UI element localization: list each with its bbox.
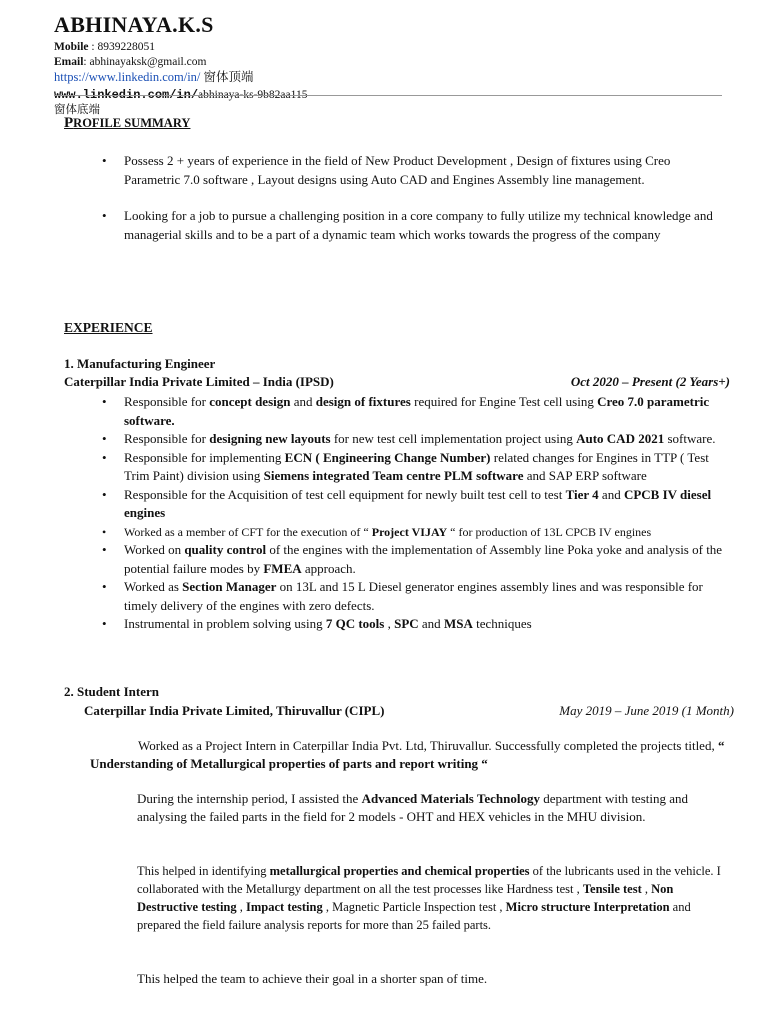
job2-company: Caterpillar India Private Limited, Thiruvallur (CIPL) bbox=[84, 703, 385, 718]
bullet-icon: • bbox=[102, 524, 107, 539]
bullet-icon: • bbox=[102, 542, 107, 557]
internship-paragraph: This helped the team to achieve their goal in a shorter span of time. bbox=[137, 971, 488, 986]
linkedin-line bbox=[54, 70, 254, 84]
internship-paragraph: During the internship period, I assisted the Advanced Materials Technology department with testing and analysing the failed parts in the field for 2 models - OHT and HEX vehicles in the MHU division. bbox=[137, 791, 689, 824]
list-item: • Worked as Section Manager on 13L and 15 L Diesel generator engines assembly lines and was responsible for timely delivery of the engines with zero defects. bbox=[102, 579, 703, 613]
mobile-value: : 8939228051 bbox=[88, 41, 155, 53]
list-item: • Looking for a job to pursue a challenging position in a core company to fully utilize my technical knowledge and managerial skills and to be a part of a dynamic team which works towards the progress of the company bbox=[102, 208, 713, 242]
bullet-icon: • bbox=[102, 153, 107, 168]
email-line bbox=[54, 55, 206, 69]
experience-heading: EXPERIENCE bbox=[64, 320, 153, 335]
bullet-icon: • bbox=[102, 394, 107, 409]
linkedin-url-link[interactable]: https://www.linkedin.com/in/ bbox=[54, 70, 201, 84]
profile-summary-heading bbox=[64, 115, 190, 132]
email-label: Email bbox=[54, 56, 84, 68]
list-item: • Responsible for designing new layouts for new test cell implementation project using Auto CAD 2021 software. bbox=[124, 430, 734, 449]
bullet-icon: • bbox=[102, 616, 107, 631]
mobile-line bbox=[54, 40, 155, 54]
bullet-icon: • bbox=[102, 208, 107, 223]
profile-heading-initial: P bbox=[64, 115, 74, 131]
email-value: : abhinayaksk@gmail.com bbox=[83, 56, 207, 68]
job1-title: 1. Manufacturing Engineer bbox=[64, 356, 216, 371]
candidate-name: ABHINAYA.K.S bbox=[54, 12, 214, 37]
list-item: • Instrumental in problem solving using 7 QC tools , SPC and MSA techniques bbox=[124, 615, 734, 634]
job1-company: Caterpillar India Private Limited – India (IPSD) bbox=[64, 374, 334, 389]
profile-heading-rest: ROFILE SUMMARY bbox=[73, 116, 191, 130]
mobile-label: Mobile bbox=[54, 41, 89, 53]
list-item: • Responsible for concept design and design of fixtures required for Engine Test cell using Creo 7.0 parametric software. bbox=[102, 394, 710, 428]
bullet-icon: • bbox=[102, 486, 107, 502]
internship-paragraph: This helped in identifying metallurgical properties and chemical properties of the lubricants used in the vehicle. I collaborated with the Metallurgy department on all the test processes like Hardness test , Tensile test , Non Destructive testing , Impact testing , Magnetic Particle Inspection test , Micro structure Interpretation and prepared the field failure analysis reports for more than 25 failed parts. bbox=[137, 864, 721, 932]
internship-paragraph: Worked as a Project Intern in Caterpillar India Pvt. Ltd, Thiruvallur. Successfully completed the projects titled, “ Understanding of Metallurgical properties of parts and report writing “ bbox=[90, 738, 725, 771]
job2-dates: May 2019 – June 2019 (1 Month) bbox=[559, 703, 734, 718]
bullet-icon: • bbox=[102, 579, 107, 594]
list-item: • Possess 2 + years of experience in the field of New Product Development , Design of fixtures using Creo Parametric 7.0 software , Layout designs using Auto CAD and Engines Assembly line management. bbox=[102, 153, 671, 187]
list-item: • Responsible for implementing ECN ( Engineering Change Number) related changes for Engines in TTP ( Test Trim Paint) division using Siemens integrated Team centre PLM software and SAP ERP software bbox=[102, 449, 709, 483]
linkedin-handle-prefix: www.linkedin.com/in/ bbox=[54, 88, 199, 102]
profile-summary-list bbox=[102, 152, 724, 244]
bullet-icon: • bbox=[102, 449, 107, 465]
job1-dates: Oct 2020 – Present (2 Years+) bbox=[570, 374, 730, 389]
bullet-icon: • bbox=[102, 431, 107, 446]
form-bottom-marker: 窗体底端 bbox=[54, 104, 100, 116]
form-top-marker: 窗体顶端 bbox=[200, 70, 254, 84]
list-item: • Responsible for the Acquisition of test cell equipment for newly built test cell to test Tier 4 and CPCB IV diesel engines bbox=[102, 486, 712, 520]
header-divider bbox=[54, 95, 722, 96]
list-item: • Worked on quality control of the engines with the implementation of Assembly line Poka yoke and analysis of the potential failure modes by FMEA approach. bbox=[102, 542, 723, 576]
list-item: • Worked as a member of CFT for the execution of “ Project VIJAY “ for production of 13L CPCB IV engines bbox=[124, 523, 734, 542]
linkedin-handle: abhinaya-ks-9b82aa115 bbox=[198, 89, 308, 101]
job2-title: 2. Student Intern bbox=[64, 684, 159, 699]
job1-responsibilities bbox=[102, 393, 734, 634]
